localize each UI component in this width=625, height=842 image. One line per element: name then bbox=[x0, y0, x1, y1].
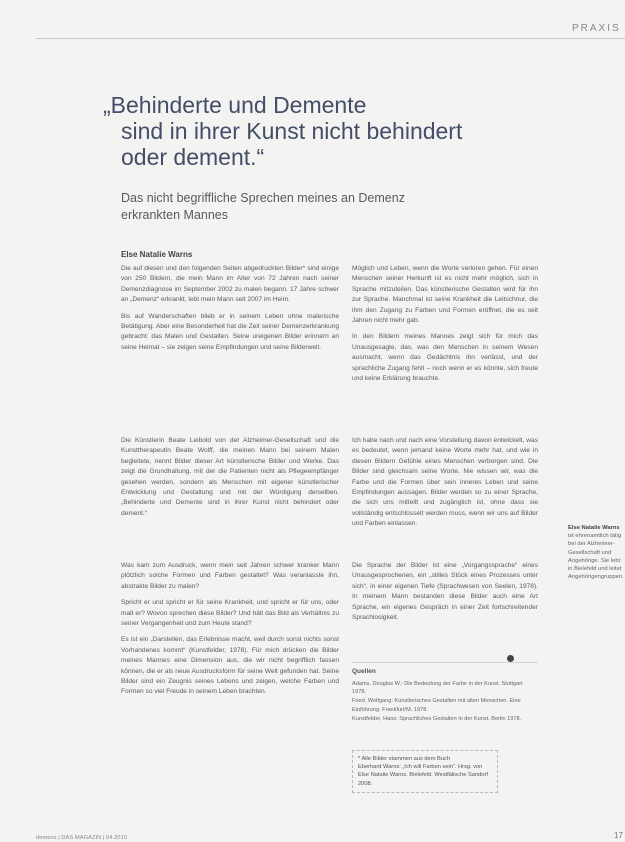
column-left-middle bbox=[121, 436, 339, 548]
paragraph: Was kam zum Ausdruck, wenn mein seit Jahren schwer kranker Mann plötzlich solche Formen und Farben gestaltet? Was veranlasste ihn, abstrakte Bilder zu malen? bbox=[121, 562, 339, 590]
paragraph: Möglich und Leben, wenn die Worte verloren gehen. Für einen Menschen seiner Herkunft ist es nicht mehr möglich, sich in Sprache mitzuteilen. Das künstlerische Gestalten wird für ihn zur Sprache. Manchmal ist seine Krankheit die Leitschnur, die ihm den Zugang zu Farben und Formen eröffnet, die es seit Jahren nicht mehr gab. bbox=[352, 265, 538, 325]
source-item: Kunstfelder, Hans: Sprachliches Gestalten in der Kunst. Berlin 1978. bbox=[352, 715, 522, 722]
sources-list bbox=[352, 680, 538, 724]
paragraph: In den Bildern meines Mannes zeigt sich für mich das Unausgesagte, das, was den Menschen in seinem Wesen ausmacht, wenn das Gedächtnis ihn verlässt, und der sprachliche Zugang fehlt – noch wenn er es könnte, sich freute und keine Erklärung brauchte. bbox=[352, 333, 538, 383]
paragraph: Bis auf Wanderschaften blieb er in seinem Leben ohne malerische Betätigung. Aber eine Besonderheit hat die Zeit seiner Demenzerkrankung gebracht: das Malen und Gestalten. Seine ureigenen Bilder erinnern an seine Heimat – sie zeigen seine Empfindungen und seine Bilderwelt. bbox=[121, 312, 339, 351]
header-rule bbox=[36, 38, 625, 39]
paragraph: Die Sprache der Bilder ist eine „Vorgangssprache“ eines Unausgesprochenen, ein „stilles Stück eines Prozesses unter sich“, in einer eigenen Tiefe (Sprachwesen von Seelen, 1978). In meinem Mann bestanden diese Bilder auch eine Art Sprache, ein eigenes Gespräch in einer Zeit fortschreitender Sprachlosigkeit. bbox=[352, 562, 538, 622]
section-label: PRAXIS bbox=[572, 23, 621, 34]
source-item: Adams, Douglas W.: Die Bedeutung der Farbe in der Kunst. Stuttgart 1978. bbox=[352, 681, 523, 696]
paragraph: Ich habe nach und nach eine Vorstellung davon entwickelt, was es bedeutet, wenn jemand keine Worte mehr hat, und wie in diesen Bildern Gefühle eines Menschen verborgen sind. Die Bilder sind gleichsam seine Worte. Nie wissen wir, was die Farbe und die Formen über sein inneres Leben und seine Empfindungen aussagen. Bilder werden so zu einer Sprache, die sich uns mitteilt und zugänglich ist, ohne dass sie vollständig entschlüsselt werden muss, wenn wir uns auf Bilder und Farben einlassen. bbox=[352, 437, 538, 528]
article-title bbox=[103, 92, 503, 170]
sidebar-text: ist ehrenamtlich tätig bei der Alzheimer-Gesellschaft und Angehörige. Sie lebt in Bielefeld und leitet Angehörigengruppen. bbox=[568, 533, 624, 581]
column-right-middle bbox=[352, 436, 538, 552]
paragraph: Die auf diesen und den folgenden Seiten abgedruckten Bilder* sind einige von 250 Bildern, die mein Mann im Alter von 72 Jahren nach seiner Demenzdiagnose im September 2002 zu malen begann. 17 Jahre schwer an „Demenz“ erkrankt, lebt mein Mann seit 2007 im Heim. bbox=[121, 265, 339, 304]
sidebar-author: Else Natalie Warns bbox=[568, 525, 620, 531]
column-right-top bbox=[352, 264, 538, 420]
subtitle-line: Das nicht begriffliche Sprechen meines an Demenz bbox=[121, 191, 405, 205]
paragraph: Spricht er und spricht er für seine Krankheit, und spricht er für uns, oder malt er? Wovon sprechen diese Bilder? Und hält das Bild als Verhältnis zu seiner Vergangenheit und zum Heute stand? bbox=[121, 599, 339, 628]
title-line: oder dement.“ bbox=[121, 144, 265, 170]
article-subtitle bbox=[121, 190, 451, 224]
sources-heading: Quellen bbox=[352, 668, 376, 675]
subtitle-line: erkrankten Mannes bbox=[121, 208, 229, 222]
page-number: 17 bbox=[614, 831, 623, 840]
title-line: „Behinderte und Demente bbox=[103, 92, 367, 118]
column-right-bottom bbox=[352, 561, 538, 657]
paragraph: Die Künstlerin Beate Leibold von der Alzheimer-Gesellschaft und die Kunsttherapeutin Beate Wolff, die meinen Mann bei seinem Malen begleitete, nennt Bilder dieser Art künstlerische Bilder und Werke. Das zeigt die Grundhaltung, mit der die Patienten nicht als Pflegeempfänger gesehen werden, sondern als Menschen mit eigener künstlerischer Entwicklung und Gestaltung und mit der Würdigung derselben. „Behinderte und Demente sind in ihrer Kunst nicht behindert oder dement.“ bbox=[121, 437, 339, 517]
title-line: sind in ihrer Kunst nicht behindert bbox=[121, 118, 463, 144]
sources-divider bbox=[352, 662, 538, 663]
paragraph: Es ist ein „Darstellen, das Erlebnisse macht, weil durch sonst nichts sonst Vorhandenes kommt“ (Kunstfelder, 1978). Für mich drücken die Bilder meines Mannes eine Dimension aus, die wir nicht begrifflich fassen können, die er als neue Ausdrucksform für seine Welt gefunden hat. Seine Bilder sind ein Zeugnis seines Lebens und zeigen, welche Farben und Formen so viel Freude in seinem Leben brachten. bbox=[121, 636, 339, 696]
column-left-bottom bbox=[121, 561, 339, 766]
source-item: Fried, Wolfgang: Künstlerisches Gestalten mit alten Menschen. Eine Einführung. Frankfurt/M. 1978. bbox=[352, 698, 521, 713]
author-name: Else Natalie Warns bbox=[121, 250, 193, 259]
author-sidebar bbox=[568, 524, 625, 581]
column-left-top bbox=[121, 264, 339, 432]
credit-detail: Eberhard Warns: „Ich will Farben sein“. Hrsg. von Else Natalie Warns. Bielefeld, Westfälische Sandorf 2008. bbox=[358, 764, 488, 787]
end-mark-icon bbox=[507, 648, 514, 666]
credit-line: * Alle Bilder stammen aus dem Buch bbox=[358, 756, 450, 762]
image-credit-box bbox=[352, 750, 498, 793]
footer-magazine: demenz | DAS MAGAZIN | 04.2010 bbox=[36, 835, 127, 841]
